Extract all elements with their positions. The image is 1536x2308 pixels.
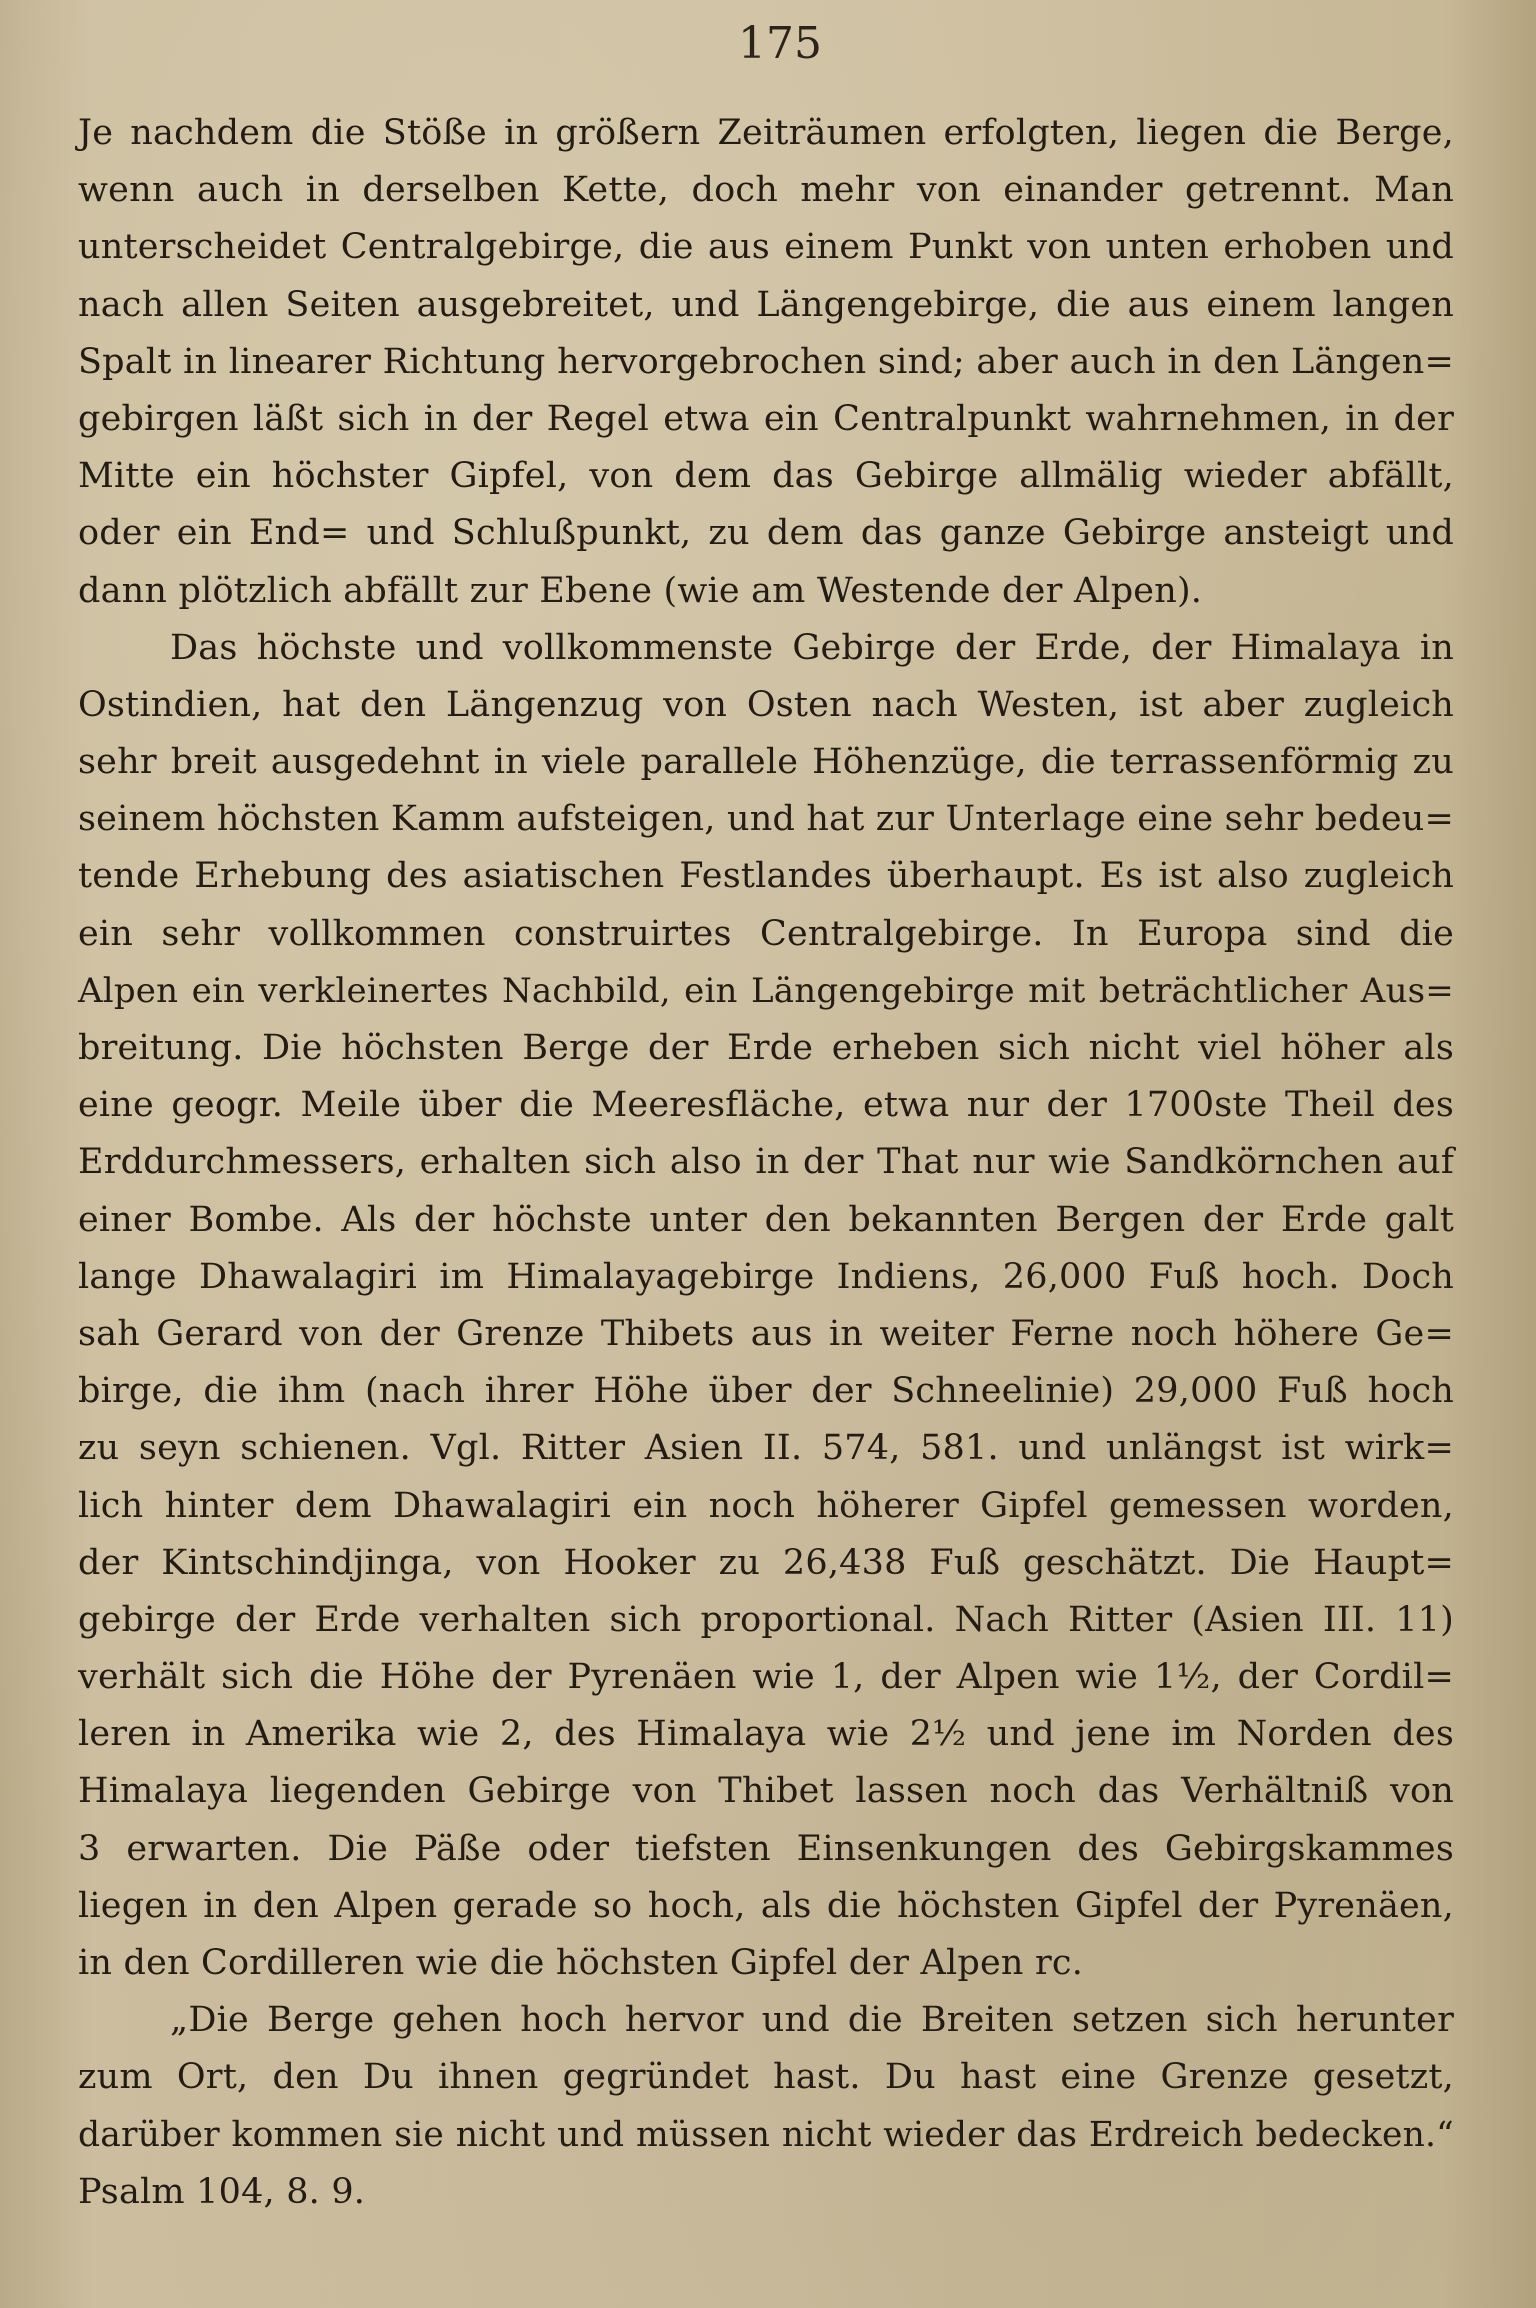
text-line: Das höchste und vollkommenste Gebirge der Erde, der Himalaya in (170, 627, 1454, 668)
text-line: gebirgen läßt sich in der Regel etwa ein Centralpunkt wahrnehmen, in der (78, 398, 1454, 439)
text-line: der Kintschindjinga, von Hooker zu 26,438 Fuß geschätzt. Die Haupt= (78, 1542, 1454, 1583)
text-line: eine geogr. Meile über die Meeresfläche, etwa nur der 1700ste Theil des (78, 1085, 1454, 1126)
paragraph (78, 620, 1454, 1993)
text-line: zu seyn schienen. Vgl. Ritter Asien II. 574, 581. und unlängst ist wirk= (78, 1428, 1454, 1469)
text-line: Alpen ein verkleinertes Nachbild, ein Längengebirge mit beträchtlicher Aus= (78, 970, 1454, 1011)
text-line: lange Dhawalagiri im Himalayagebirge Indiens, 26,000 Fuß hoch. Doch (78, 1256, 1454, 1297)
text-line: ein sehr vollkommen construirtes Centralgebirge. In Europa sind die (78, 913, 1454, 954)
text-line: oder ein End= und Schlußpunkt, zu dem das ganze Gebirge ansteigt und (78, 513, 1454, 554)
text-line: Erddurchmessers, erhalten sich also in der That nur wie Sandkörnchen auf (78, 1142, 1454, 1183)
text-line: gebirge der Erde verhalten sich proportional. Nach Ritter (Asien III. 11) (78, 1599, 1454, 1640)
text-line: breitung. Die höchsten Berge der Erde erheben sich nicht viel höher als (78, 1028, 1454, 1068)
text-line: lich hinter dem Dhawalagiri ein noch höherer Gipfel gemessen worden, (78, 1485, 1454, 1526)
text-line: tende Erhebung des asiatischen Festlandes überhaupt. Es ist also zugleich (78, 856, 1454, 897)
text-line: einer Bombe. Als der höchste unter den bekannten Bergen der Erde galt (78, 1199, 1454, 1240)
text-line: seinem höchsten Kamm aufsteigen, und hat zur Unterlage eine sehr bedeu= (78, 799, 1454, 840)
text-line: leren in Amerika wie 2, des Himalaya wie 2½ und jene im Norden des (78, 1714, 1454, 1755)
text-line: wenn auch in derselben Kette, doch mehr von einander getrennt. Man (78, 170, 1454, 211)
text-line: „Die Berge gehen hoch hervor und die Breiten setzen sich herunter (170, 2000, 1454, 2041)
text-line: darüber kommen sie nicht und müssen nicht wieder das Erdreich bedecken.“ (78, 2114, 1454, 2155)
text-line: Ostindien, hat den Längenzug von Osten nach Westen, ist aber zugleich (78, 684, 1454, 725)
text-line: Je nachdem die Stöße in größern Zeiträumen erfolgten, liegen die Berge, (78, 113, 1454, 153)
text-line: dann plötzlich abfällt zur Ebene (wie am Westende der Alpen). (78, 570, 1203, 611)
text-line: liegen in den Alpen gerade so hoch, als die höchsten Gipfel der Pyrenäen, (78, 1885, 1454, 1926)
paragraph (78, 105, 1454, 620)
text-line: Himalaya liegenden Gebirge von Thibet lassen noch das Verhältniß von (78, 1771, 1454, 1812)
text-line: birge, die ihm (nach ihrer Höhe über der Schneelinie) 29,000 Fuß hoch (78, 1371, 1454, 1412)
paragraph (78, 1992, 1454, 2221)
text-line: sehr breit ausgedehnt in viele parallele Höhenzüge, die terrassenförmig zu (78, 742, 1454, 783)
text-line: in den Cordilleren wie die höchsten Gipfel der Alpen rc. (78, 1943, 1084, 1983)
text-line: unterscheidet Centralgebirge, die aus einem Punkt von unten erhoben und (78, 227, 1454, 268)
text-line: Psalm 104, 8. 9. (78, 2171, 366, 2212)
text-line: sah Gerard von der Grenze Thibets aus in weiter Ferne noch höhere Ge= (78, 1313, 1454, 1354)
text-line: 3 erwarten. Die Päße oder tiefsten Einsenkungen des Gebirgskammes (78, 1828, 1454, 1869)
text-line: Spalt in linearer Richtung hervorgebrochen sind; aber auch in den Längen= (78, 341, 1454, 382)
page-number: 175 (738, 18, 822, 69)
body-text (78, 105, 1454, 2221)
text-line: Mitte ein höchster Gipfel, von dem das Gebirge allmälig wieder abfällt, (78, 456, 1454, 497)
text-line: verhält sich die Höhe der Pyrenäen wie 1, der Alpen wie 1½, der Cordil= (78, 1657, 1454, 1698)
text-line: zum Ort, den Du ihnen gegründet hast. Du hast eine Grenze gesetzt, (78, 2057, 1454, 2098)
text-line: nach allen Seiten ausgebreitet, und Längengebirge, die aus einem langen (78, 284, 1454, 325)
